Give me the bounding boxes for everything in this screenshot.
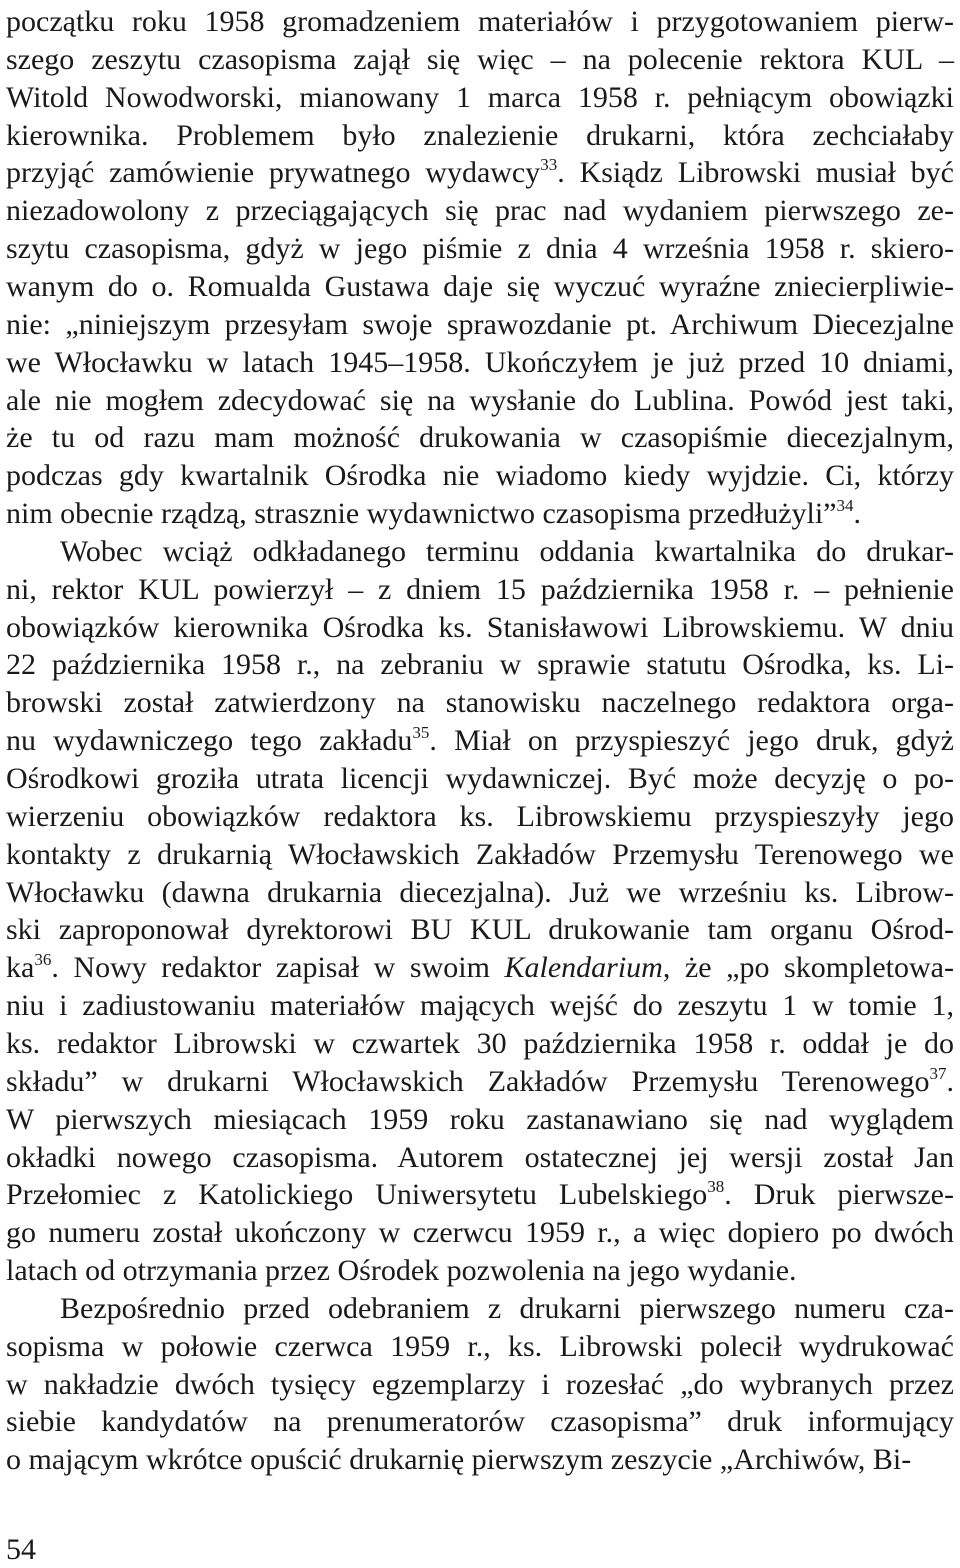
- text-run: Bezpośrednio przed odebraniem z drukarni pierwszego numeru cza-: [60, 1291, 954, 1325]
- text-run: , że „po skompletowa-: [662, 951, 954, 985]
- text-run: . Nowy redaktor zapisał w swoim: [51, 951, 505, 985]
- text-run: Przełomiec z Katolickiego Uniwersytetu Lubelskiego: [6, 1178, 708, 1212]
- text-run: wanym do o. Romualda Gustawa daje się wyczuć wyraźne zniecierpliwie-: [6, 269, 954, 303]
- text-run: . Miał on przyspieszyć jego druk, gdyż: [429, 724, 954, 758]
- text-run: szytu czasopisma, gdyż w jego piśmie z dnia 4 września 1958 r. skiero-: [6, 232, 954, 266]
- text-run: kontakty z drukarnią Włocławskich Zakładów Przemysłu Terenowego we: [6, 837, 954, 871]
- text-line: [60, 1291, 954, 1327]
- text-run: nim obecnie rządzą, strasznie wydawnictwo czasopisma przedłużyli”: [6, 497, 837, 531]
- text-line: [6, 1329, 954, 1365]
- text-run: że tu od razu mam możność drukowania w czasopiśmie diecezjalnym,: [6, 421, 954, 455]
- text-line: [6, 685, 954, 721]
- text-line: [6, 458, 954, 494]
- text-run: go numeru został ukończony w czerwcu 1959 r., a więc dopiero po dwóch: [6, 1216, 954, 1250]
- text-run: W pierwszych miesiącach 1959 roku zastanawiano się nad wyglądem: [6, 1102, 954, 1136]
- text-run: . Druk pierwsze-: [724, 1178, 954, 1212]
- text-line: [6, 80, 954, 116]
- text-run: Ośrodkowi groziła utrata licencji wydawniczej. Być może decyzję o po-: [6, 762, 954, 795]
- text-line: [6, 1215, 954, 1251]
- italic-title: Kalendarium: [504, 951, 663, 985]
- text-run: niezadowolony z przeciągających się prac nad wydaniem pierwszego ze-: [6, 194, 954, 228]
- text-run: początku roku 1958 gromadzeniem materiałów i przygotowaniem pierw-: [6, 5, 954, 38]
- text-run: kierownika. Problemem było znalezienie drukarni, która zechciałaby: [6, 118, 954, 152]
- footnote-ref: 34: [836, 496, 854, 516]
- text-line: [6, 1442, 954, 1478]
- text-run: ka: [6, 951, 35, 985]
- text-run: . Ksiądz Librowski musiał być: [557, 156, 954, 190]
- text-run: sopisma w połowie czerwca 1959 r., ks. Librowski polecił wydrukować: [6, 1329, 954, 1363]
- text-line: [6, 1404, 954, 1440]
- text-line: [6, 647, 954, 683]
- text-line: [6, 799, 954, 835]
- text-line: [6, 307, 954, 343]
- text-line: [6, 420, 954, 456]
- text-run: podczas gdy kwartalnik Ośrodka nie wiadomo kiedy wyjdzie. Ci, którzy: [6, 459, 954, 493]
- footnote-ref: 33: [540, 155, 558, 175]
- text-run: o mającym wkrótce opuścić drukarnię pierwszym zeszycie „Archiwów, Bi-: [6, 1443, 912, 1477]
- text-run: we Włocławku w latach 1945–1958. Ukończyłem je już przed 10 dniami,: [6, 345, 954, 379]
- text-run: ski zaproponował dyrektorowi BU KUL drukowanie tam organu Ośrod-: [6, 913, 954, 947]
- text-line: [6, 837, 954, 873]
- text-line: [6, 1367, 954, 1403]
- text-run: wierzeniu obowiązków redaktora ks. Librowskiemu przyspieszyły jego: [6, 799, 954, 833]
- text-run: .: [853, 497, 861, 531]
- text-run: Włocławku (dawna drukarnia diecezjalna). Już we wrześniu ks. Librow-: [6, 875, 954, 909]
- page-number: 54: [6, 1533, 36, 1566]
- text-line: [6, 269, 954, 305]
- text-line: [6, 912, 954, 948]
- text-line: [6, 988, 954, 1024]
- text-line: [6, 383, 954, 419]
- text-run: 22 października 1958 r., na zebraniu w sprawie statutu Ośrodka, ks. Li-: [6, 648, 954, 682]
- text-run: latach od otrzymania przez Ośrodek pozwolenia na jego wydanie.: [6, 1254, 797, 1288]
- text-line: [60, 534, 954, 570]
- text-run: okładki nowego czasopisma. Autorem ostatecznej jej wersji został Jan: [6, 1140, 954, 1174]
- text-run: w nakładzie dwóch tysięcy egzemplarzy i rozesłać „do wybranych przez: [6, 1367, 954, 1401]
- footnote-ref: 37: [929, 1063, 947, 1083]
- text-run: .: [946, 1064, 954, 1098]
- text-line: [6, 42, 954, 78]
- text-line: [6, 610, 954, 646]
- text-line: [6, 723, 954, 759]
- text-line: [6, 1102, 954, 1138]
- text-run: obowiązków kierownika Ośrodka ks. Stanisławowi Librowskiemu. W dniu: [6, 610, 954, 644]
- text-line: [6, 155, 954, 191]
- text-line: [6, 875, 954, 911]
- footnote-ref: 38: [707, 1177, 725, 1197]
- text-line: [6, 1177, 954, 1213]
- text-run: siebie kandydatów na prenumeratorów czasopisma” druk informujący: [6, 1405, 954, 1439]
- text-run: nie: „niniejszym przesyłam swoje sprawozdanie pt. Archiwum Diecezjalne: [6, 307, 954, 341]
- text-run: niu i zadiustowaniu materiałów mających wejść do zeszytu 1 w tomie 1,: [6, 989, 954, 1023]
- text-run: nu wydawniczego tego zakładu: [6, 724, 413, 758]
- text-run: Witold Nowodworski, mianowany 1 marca 1958 r. pełniącym obowiązki: [6, 80, 954, 114]
- text-line: [6, 4, 954, 40]
- text-line: [6, 572, 954, 608]
- text-line: [6, 761, 954, 797]
- text-line: [6, 1253, 954, 1289]
- text-run: ale nie mogłem zdecydować się na wysłanie do Lublina. Powód jest taki,: [6, 383, 954, 417]
- text-run: składu” w drukarni Włocławskich Zakładów Przemysłu Terenowego: [6, 1064, 930, 1098]
- text-line: [6, 345, 954, 381]
- text-run: browski został zatwierdzony na stanowisku naczelnego redaktora orga-: [6, 686, 954, 720]
- text-line: [6, 496, 954, 532]
- text-run: Wobec wciąż odkładanego terminu oddania kwartalnika do drukar-: [60, 534, 954, 568]
- text-run: szego zeszytu czasopisma zajął się więc – na polecenie rektora KUL –: [6, 42, 954, 76]
- text-run: ni, rektor KUL powierzył – z dniem 15 października 1958 r. – pełnienie: [6, 572, 954, 606]
- text-line: [6, 1140, 954, 1176]
- text-run: ks. redaktor Librowski w czwartek 30 października 1958 r. oddał je do: [6, 1026, 954, 1060]
- text-line: [6, 118, 954, 154]
- text-run: przyjąć zamówienie prywatnego wydawcy: [6, 156, 541, 190]
- text-line: [6, 231, 954, 267]
- text-line: [6, 193, 954, 229]
- footnote-ref: 36: [34, 950, 52, 970]
- text-line: [6, 1026, 954, 1062]
- text-line: [6, 950, 954, 986]
- footnote-ref: 35: [412, 723, 430, 743]
- text-line: [6, 1064, 954, 1100]
